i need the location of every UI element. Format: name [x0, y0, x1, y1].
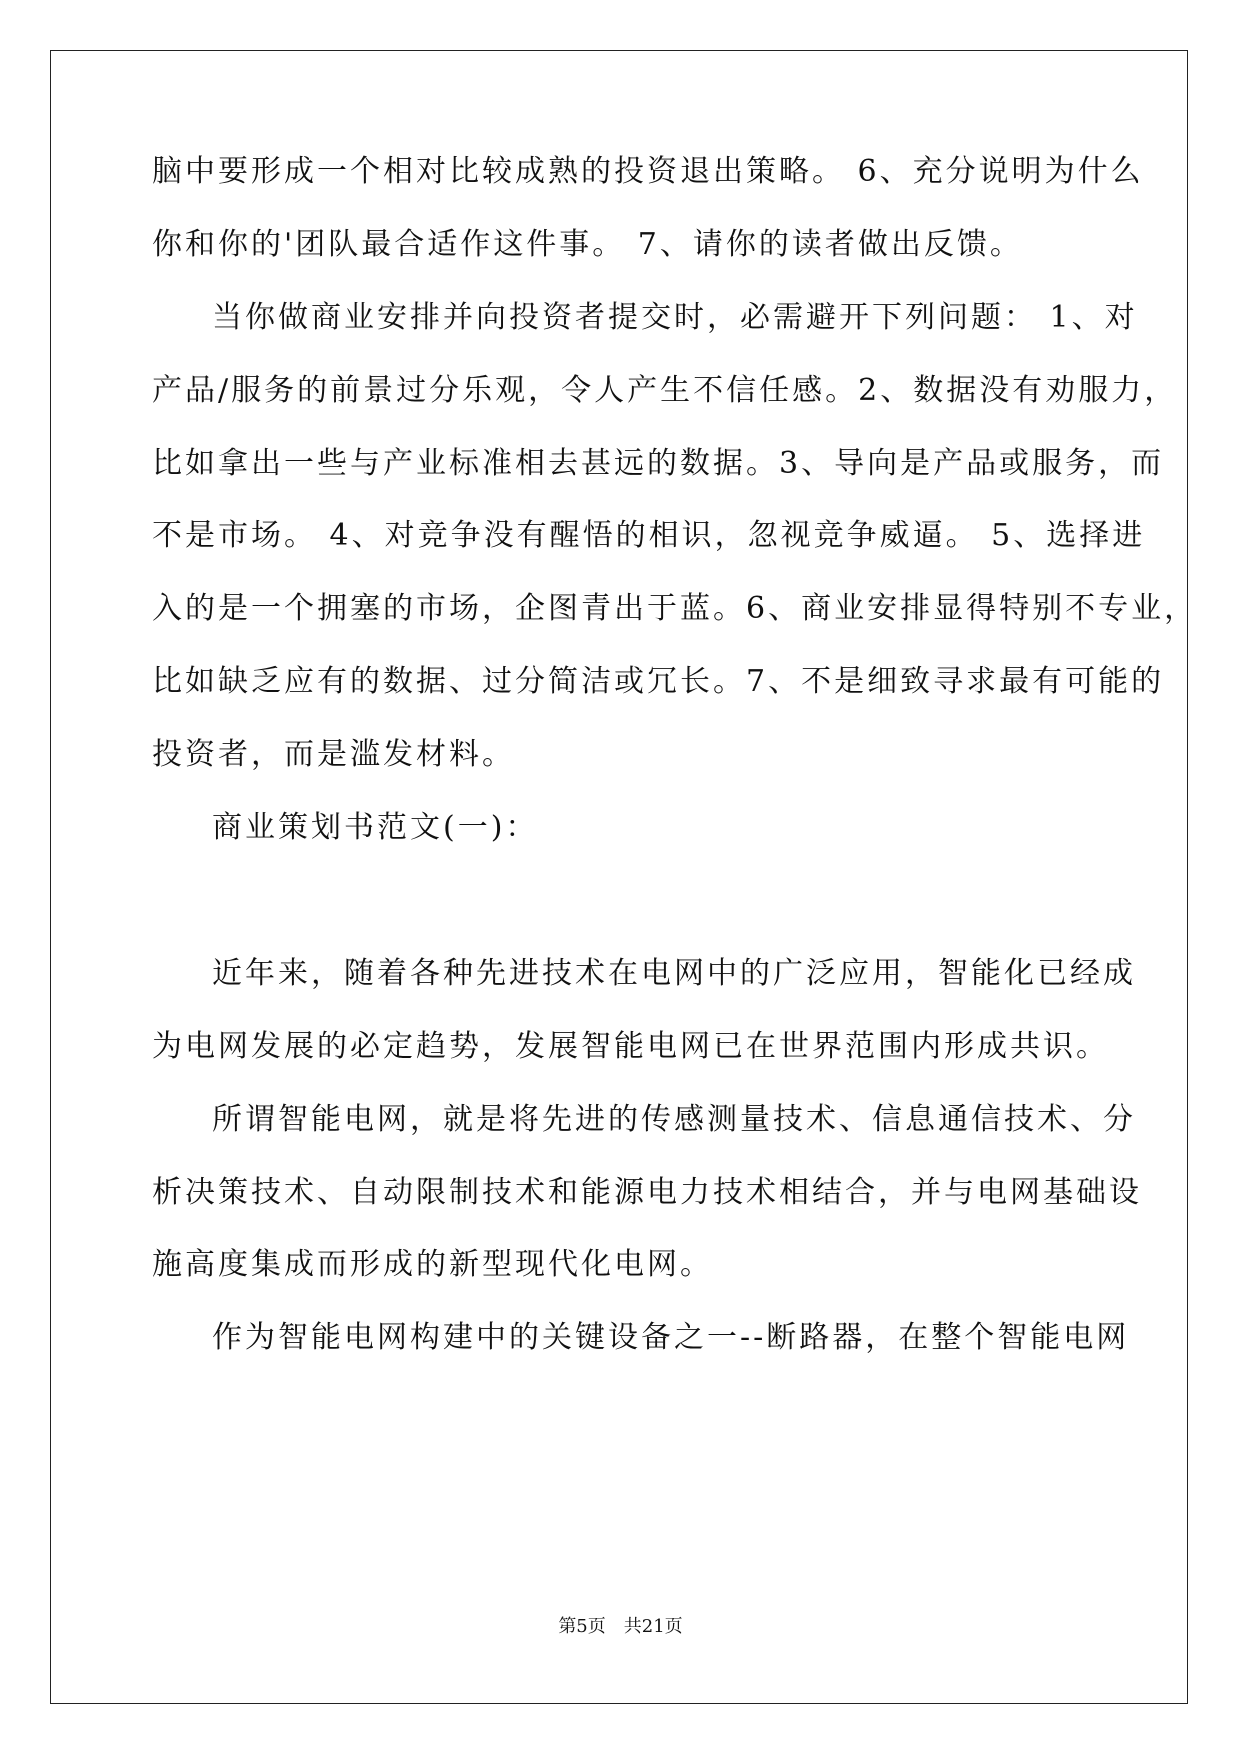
text-line: 施高度集成而形成的新型现代化电网。	[152, 1247, 713, 1282]
page-footer	[0, 1618, 1241, 1636]
text-line: 投资者，而是滥发材料。	[152, 737, 515, 772]
text-line: 你和你的'团队最合适作这件事。 7、请你的读者做出反馈。	[152, 227, 1023, 262]
page-number: 第5页	[558, 1616, 606, 1637]
text-line: 比如缺乏应有的数据、过分简洁或冗长。7、不是细致寻求最有可能的	[152, 664, 1165, 699]
text-line: 不是市场。 4、对竞争没有醒悟的相识，忽视竞争威逼。 5、选择进	[152, 518, 1146, 553]
text-line: 比如拿出一些与产业标准相去甚远的数据。3、导向是产品或服务，而	[152, 446, 1165, 481]
text-line: 产品/服务的前景过分乐观，令人产生不信任感。2、数据没有劝服力，	[152, 373, 1178, 408]
page-border	[50, 50, 1188, 1704]
page-total: 共21页	[623, 1616, 683, 1637]
paragraph-start-line: 近年来，随着各种先进技术在电网中的广泛应用，智能化已经成	[212, 956, 1136, 991]
paragraph-start-line: 作为智能电网构建中的关键设备之一--断路器，在整个智能电网	[212, 1320, 1130, 1355]
section-heading: 商业策划书范文(一)：	[212, 810, 539, 845]
paragraph-start-line: 当你做商业安排并向投资者提交时，必需避开下列问题： 1、对	[212, 300, 1138, 335]
text-line: 入的是一个拥塞的市场，企图青出于蓝。6、商业安排显得特别不专业，	[152, 591, 1198, 626]
text-line: 析决策技术、自动限制技术和能源电力技术相结合，并与电网基础设	[152, 1175, 1142, 1210]
text-line: 为电网发展的必定趋势，发展智能电网已在世界范围内形成共识。	[152, 1029, 1109, 1064]
paragraph-start-line: 所谓智能电网，就是将先进的传感测量技术、信息通信技术、分	[212, 1102, 1136, 1137]
text-line: 脑中要形成一个相对比较成熟的投资退出策略。 6、充分说明为什么	[152, 154, 1144, 189]
